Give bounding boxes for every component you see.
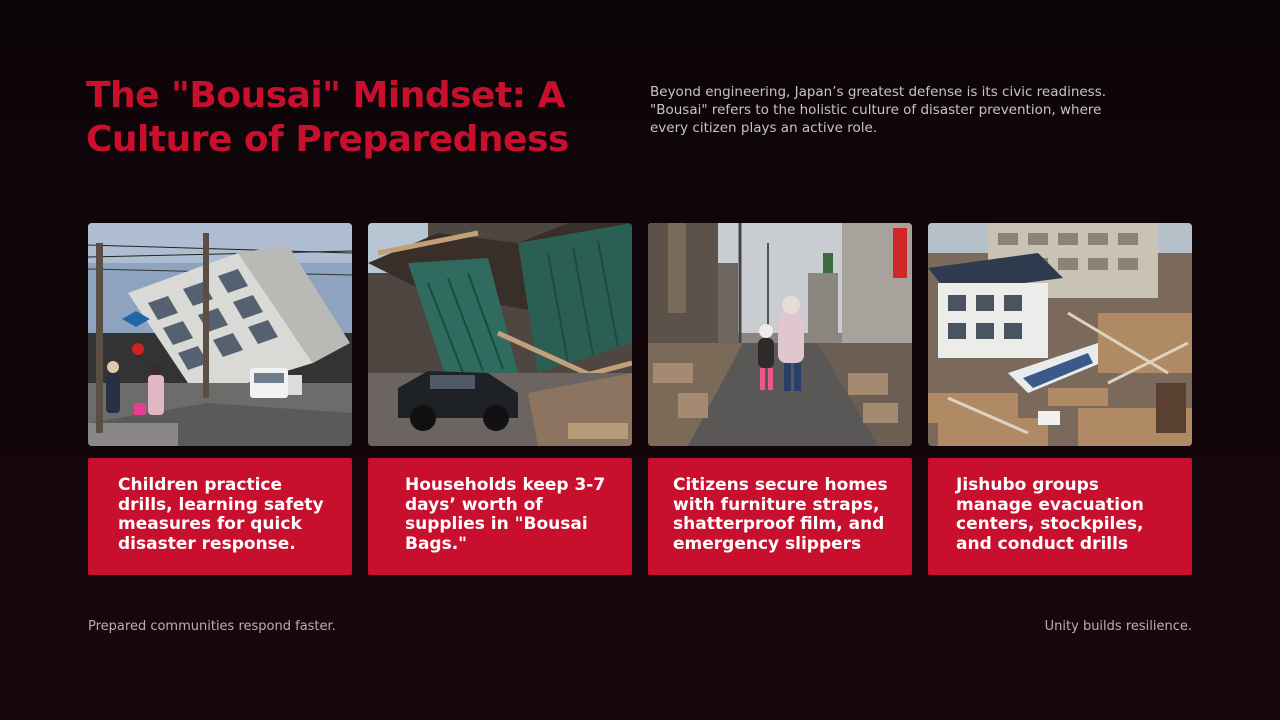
card-grid [88, 223, 1192, 575]
caption-box [928, 458, 1192, 575]
footer-right-text: Unity builds resilience. [1044, 619, 1192, 634]
card-caption: Jishubo groups manage evacuation centers, stockpiles, and conduct drills [956, 475, 1144, 554]
caption-box [648, 458, 912, 575]
photo-tilted-building [88, 223, 352, 446]
caption-box [88, 458, 352, 575]
footer-left-text: Prepared communities respond faster. [88, 619, 336, 634]
caption-box [368, 458, 632, 575]
card-secure-homes [648, 223, 912, 575]
card-caption: Citizens secure homes with furniture straps, shatterproof film, and emergency slippers [673, 475, 888, 554]
card-caption: Children practice drills, learning safety measures for quick disaster response. [118, 475, 324, 554]
photo-debris-street [648, 223, 912, 446]
photo-tsunami-aftermath [928, 223, 1192, 446]
card-supplies [368, 223, 632, 575]
slide-title: The "Bousai" Mindset: A Culture of Preparedness [86, 75, 569, 160]
card-drills [88, 223, 352, 575]
photo-collapsed-house [368, 223, 632, 446]
card-caption: Households keep 3-7 days’ worth of supplies in "Bousai Bags." [405, 475, 606, 554]
card-jishubo [928, 223, 1192, 575]
intro-paragraph: Beyond engineering, Japan’s greatest defense is its civic readiness. "Bousai" refers to the holistic culture of disaster prevention, where every citizen plays an active role. [650, 84, 1107, 136]
